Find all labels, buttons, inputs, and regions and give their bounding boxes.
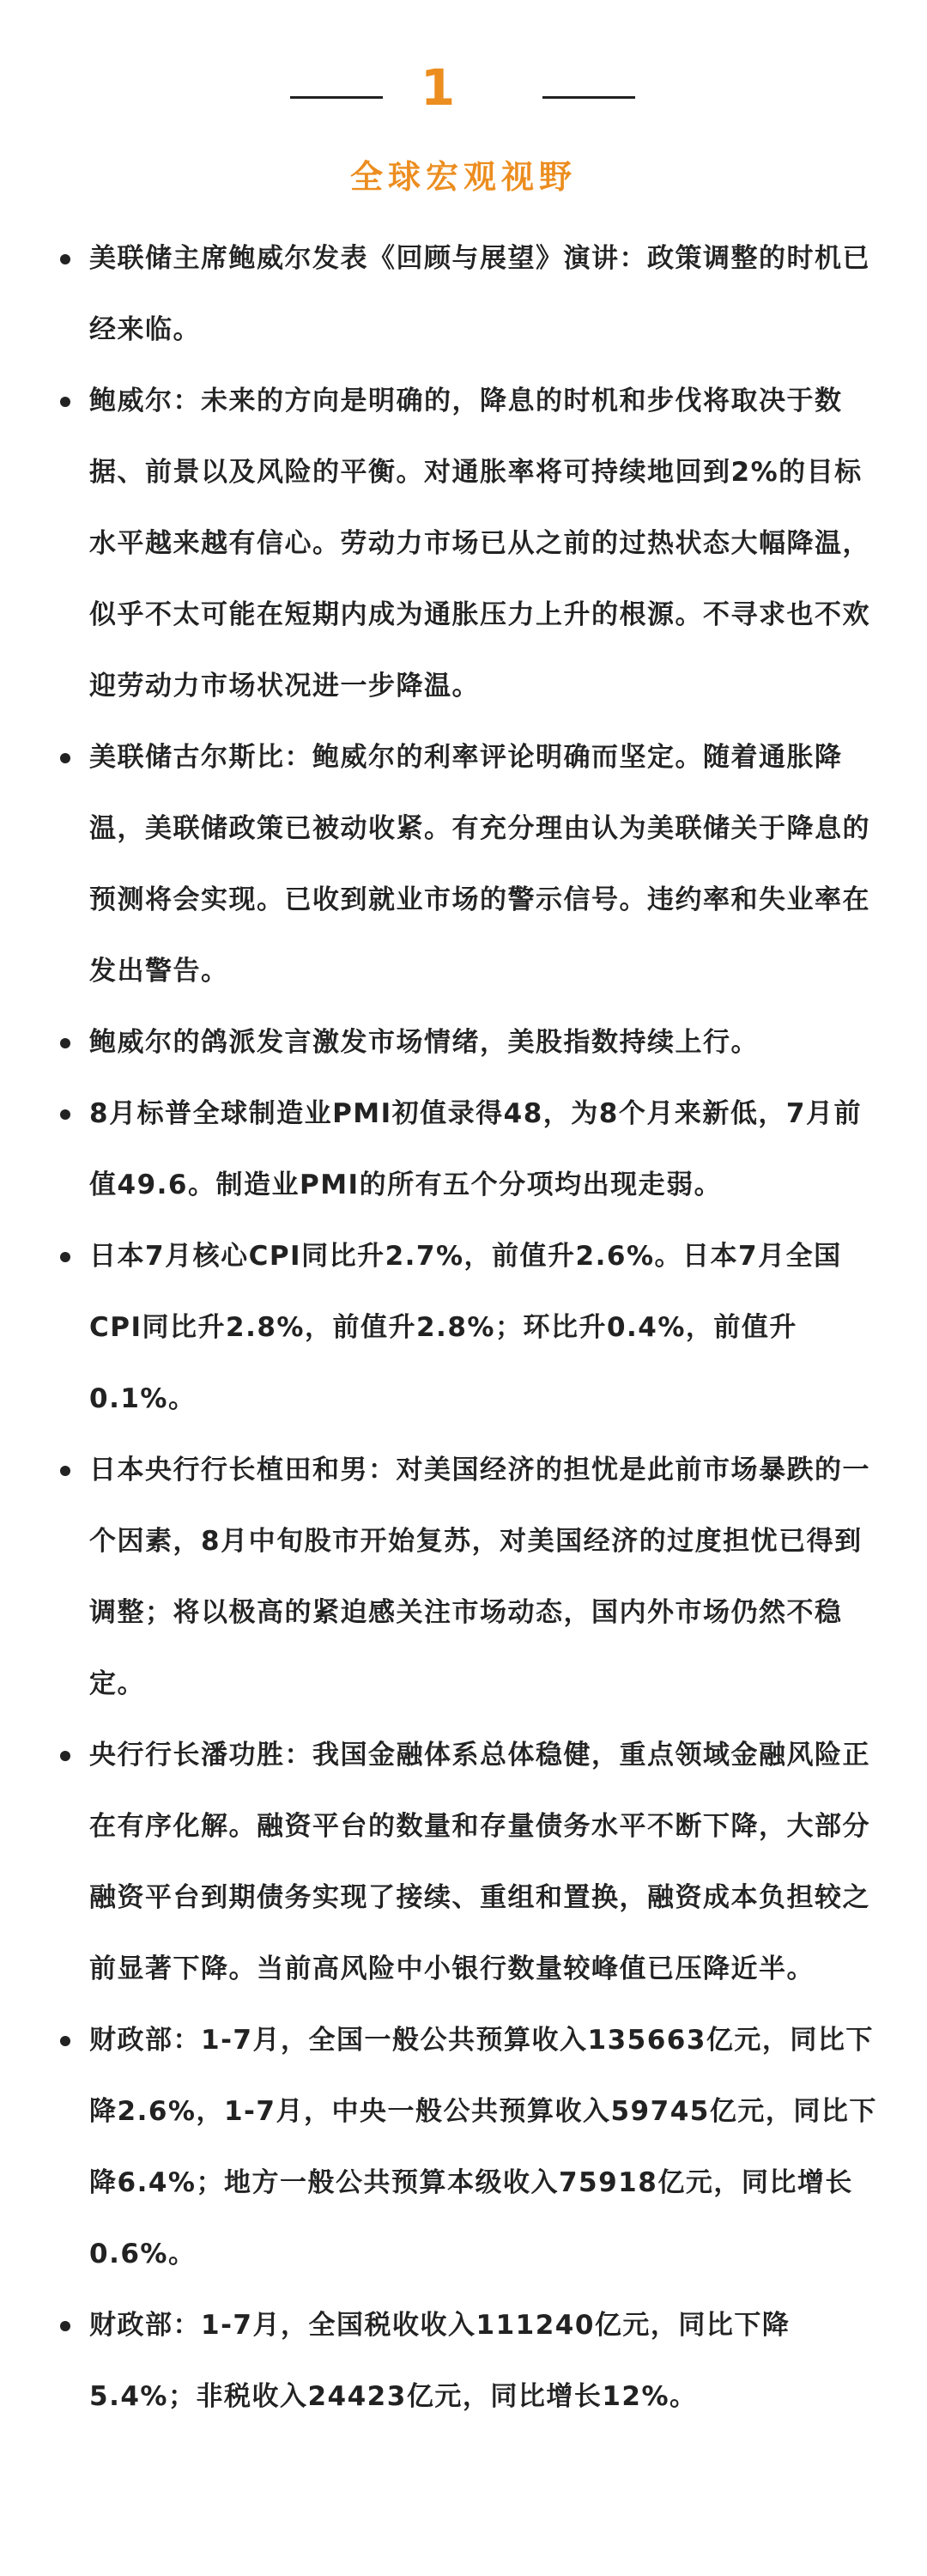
bullet-text: 日本央行行长植田和男：对美国经济的担忧是此前市场暴跌的一个因素，8月中旬股市开始复苏，对美国经济的过度担忧已得到调整；将以极高的紧迫感关注市场动态，国内外市场仍然不稳定。: [89, 1455, 870, 1699]
bullet-text: 美联储主席鲍威尔发表《回顾与展望》演讲：政策调整的时机已经来临。: [89, 243, 870, 345]
bullet-dot-icon: [60, 1751, 70, 1761]
bullet-text: 鲍威尔的鸽派发言激发市场情绪，美股指数持续上行。: [89, 1027, 759, 1058]
bullet-text: 央行行长潘功胜：我国金融体系总体稳健，重点领域金融风险正在有序化解。融资平台的数量和存量债务水平不断下降，大部分融资平台到期债务实现了接续、重组和置换，融资成本负担较之前显著下降。当前高风险中小银行数量较峰值已压降近半。: [89, 1740, 870, 1984]
bullet-dot-icon: [60, 1038, 70, 1048]
bullet-item: [0, 2005, 927, 2290]
bullet-dot-icon: [60, 2321, 70, 2331]
bullet-item: [0, 223, 927, 366]
bullet-dot-icon: [60, 1109, 70, 1120]
section-header: [0, 60, 927, 115]
bullet-text: 8月标普全球制造业PMI初值录得48，为8个月来新低，7月前值49.6。制造业PMI的所有五个分项均出现走弱。: [89, 1098, 862, 1200]
bullet-item: [0, 722, 927, 1007]
bullet-item: [0, 1435, 927, 1720]
bullet-text: 日本7月核心CPI同比升2.7%，前值升2.6%。日本7月全国CPI同比升2.8%，前值升2.8%；环比升0.4%，前值升0.1%。: [89, 1241, 842, 1414]
left-divider-line: [290, 96, 383, 99]
bullet-dot-icon: [60, 2036, 70, 2046]
bullet-dot-icon: [60, 1466, 70, 1476]
section-title: 全球宏观视野: [349, 158, 577, 196]
bullet-text: 财政部：1-7月，全国一般公共预算收入135663亿元，同比下降2.6%，1-7月，中央一般公共预算收入59745亿元，同比下降6.4%；地方一般公共预算本级收入75918亿元，同比增长0.6%。: [89, 2025, 877, 2269]
bullet-dot-icon: [60, 397, 70, 407]
bullet-text: 财政部：1-7月，全国税收收入111240亿元，同比下降5.4%；非税收入24423亿元，同比增长12%。: [89, 2310, 791, 2412]
right-divider-line: [542, 96, 635, 99]
bullet-text: 美联储古尔斯比：鲍威尔的利率评论明确而坚定。随着通胀降温，美联储政策已被动收紧。有充分理由认为美联储关于降息的预测将会实现。已收到就业市场的警示信号。违约率和失业率在发出警告。: [89, 742, 870, 987]
bullet-item: [0, 1720, 927, 2005]
bullet-dot-icon: [60, 254, 70, 264]
bullet-text: 鲍威尔：未来的方向是明确的，降息的时机和步伐将取决于数据、前景以及风险的平衡。对通胀率将可持续地回到2%的目标水平越来越有信心。劳动力市场已从之前的过热状态大幅降温，似乎不太可能在短期内成为通胀压力上升的根源。不寻求也不欢迎劳动力市场状况进一步降温。: [89, 386, 870, 702]
bullet-item: [0, 2290, 927, 2433]
bullet-item: [0, 1078, 927, 1221]
bullet-item: [0, 1007, 927, 1078]
bullet-item: [0, 366, 927, 722]
bullet-dot-icon: [60, 753, 70, 763]
news-bullet-list: [0, 223, 927, 2433]
bullet-dot-icon: [60, 1252, 70, 1262]
bullet-item: [0, 1221, 927, 1435]
section-number: 1: [420, 58, 456, 117]
